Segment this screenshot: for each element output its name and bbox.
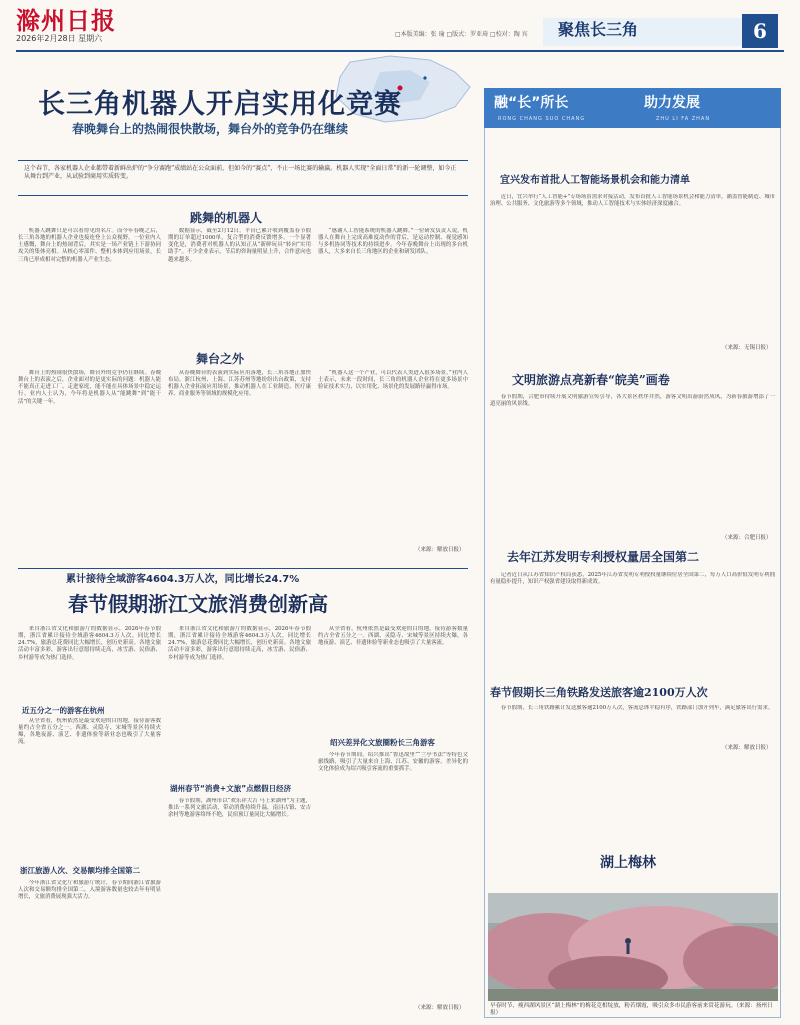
editor-credits: □本版美编：张 瑜 □版式：罗亚琦 □校对：陶 宾 <box>395 31 528 38</box>
r1-body <box>490 194 775 342</box>
story2-rule <box>18 568 468 569</box>
right-banner <box>484 88 781 128</box>
story2-colE-lead <box>318 626 468 728</box>
story2-colC <box>18 880 161 1012</box>
story2-colB <box>18 718 161 858</box>
r2-body-text: 春节假期，合肥市持续开展文明旅游宣传引导，各大景区秩序井然，游客文明出游蔚然成风，为新春旅游增添了一道亮丽的风景线。 <box>490 394 775 408</box>
r2-source: （来源：合肥日报） <box>722 535 772 541</box>
main-subhead: 春晚舞台上的热闹很快散场，舞台外的竞争仍在继续 <box>72 122 349 136</box>
photo-caption <box>490 1003 775 1017</box>
kicker-dancing-robots: 跳舞的机器人 <box>190 211 263 225</box>
story2-pre-title: 累计接待全域游客4604.3万人次，同比增长24.7% <box>66 574 300 585</box>
story2-source: （来源：解放日报） <box>415 1005 465 1011</box>
lead-paragraph: 这个春节，各家机器人企业都带着新鲜出炉的“争分赛跑”成绩站在公众面前，但如今的“赛点”，不止一场比赛的输赢。机器人实现“全面日常”的新一轮调整，如今正从舞台到产业，从试验到商用实质转变。 <box>18 160 468 196</box>
story1-col1 <box>18 228 161 340</box>
r5-title: 湖上梅林 <box>600 855 656 871</box>
story2-colA-text: 来自浙江省文化和旅游厅的数据显示，2026年春节假期，浙江省累计接待全域游客4604.3万人次，同比增长24.7%，旅游总花费同比大幅增长，创历史新高。各地文旅活动丰富多彩，游客出行意愿持续走高，冰雪游、民俗游、乡村游等成为热门选择。 <box>18 626 161 661</box>
story2-colE-text: 今年春节期间，绍兴推出“鲁迅故里”“兰亭书法”等特色文旅线路，吸引了大量来自上海、江苏、安徽的游客。差异化的文化体验成为绍兴吸引客流的重要抓手。 <box>318 752 468 773</box>
r1-source: （来源：无锡日报） <box>722 345 772 351</box>
r4-body <box>490 705 775 745</box>
page-number: 6 <box>742 14 778 48</box>
banner-left-pinyin: RONG CHANG SUO CHANG <box>498 116 586 122</box>
story2-colE <box>318 752 468 1002</box>
story2-sub3: 湖州春节“消费+文旅”点燃假日经济 <box>170 784 292 793</box>
story2-colD-lead <box>168 626 311 776</box>
story2-colE-lead-text: 从全省看，杭州依然是最受欢迎的目的地，接待游客数量约占全省五分之一。西湖、灵隐寺、宋城等景区持续火爆，各地夜游、演艺、非遗体验等新业态也吸引了大量客流。 <box>318 626 468 647</box>
r2-title: 文明旅游点亮新春“皖美”画卷 <box>512 373 670 387</box>
newspaper-name: 滁州日报 <box>16 6 116 35</box>
r2-body <box>490 394 775 536</box>
r3-body <box>490 572 775 676</box>
story1-col5-text: 从春晚舞台的表演到实际应用落地，长三角各地正加快布局。浙江杭州、上海、江苏苏州等地纷纷出台政策，支持机器人企业拓展应用场景，推动机器人在工业制造、医疗康养、商业服务等领域的规模化应用。 <box>168 370 311 398</box>
story2-sub2: 浙江旅游人次、交易额均排全国第二 <box>20 866 140 875</box>
r4-source: （来源：解放日报） <box>722 745 772 751</box>
story1-col3-text: “感谢人工智能系统的机器人跳舞。”一位研发负责人说，机器人在舞台上完成高难度动作的背后，是运动控制、视觉感知与多机协同等技术的持续进步。今年春晚舞台上出现的多台机器人，大多来自长三角地区的企业和研发团队。 <box>318 228 468 256</box>
story2-colC-text: 今年浙江省文化厅和旅游厅统计，春节期间浙江省旅游人次和交易额均排全国第二，入境游客数量也较去年有明显增长，文旅消费展现强大活力。 <box>18 880 161 901</box>
masthead <box>0 0 800 50</box>
story1-col3 <box>318 228 468 340</box>
banner-left-text: 融“长”所长 <box>494 95 569 111</box>
story1-col6 <box>318 370 468 540</box>
story2-colD-lead-text: 来自浙江省文化和旅游厅的数据显示，2026年春节假期，浙江省累计接待全域游客4604.3万人次，同比增长24.7%，旅游总花费同比大幅增长，创历史新高。各地文旅活动丰富多彩，游客出行意愿持续走高，冰雪游、民俗游、乡村游等成为热门选择。 <box>168 626 311 661</box>
story1-col4-text: 舞台上的热闹很快散场，舞台外的竞争仍在继续。春晚舞台上的表演之后，企业面对的是更实际的问题：机器人能不能真正走进工厂、走进家庭，能不能在具体场景中稳定运行。业内人士认为，今年将是机器人从“能跳舞”到“能干活”的关键一年。 <box>18 370 161 405</box>
story1-col2-text: 数据显示，截至2月12日，平台已累计收到覆盖春节假期的订单超过1000单，复合型的消费反馈增多。一个显著变化是，消费者对机器人的认知正从“新鲜玩具”转向“实用助手”。不少企业表示，节后的咨询量明显上升，合作意向也越来越多。 <box>168 228 311 263</box>
r3-body-text: 记者近日从江苏省知识产权局获悉，2025年江苏省发明专利授权量继续位居全国第二，每万人口高价值发明专利拥有量稳步提升，知识产权强省建设取得新成效。 <box>490 572 775 586</box>
r1-title: 宜兴发布首批人工智能场景机会和能力清单 <box>500 175 690 186</box>
story2-sub1: 近五分之一的游客在杭州 <box>22 706 105 715</box>
plum-blossom-photo <box>488 893 778 1001</box>
r4-body-text: 春节假期，长三角铁路累计发送旅客逾2100万人次，客流总体平稳有序，铁路部门加开列车，满足旅客出行需求。 <box>500 705 774 711</box>
r4-title: 春节假期长三角铁路发送旅客逾2100万人次 <box>490 686 708 699</box>
r3-title: 去年江苏发明专利授权量居全国第二 <box>507 550 700 564</box>
main-headline: 长三角机器人开启实用化竞赛 <box>38 89 402 120</box>
issue-date: 2026年2月28日 星期六 <box>16 34 103 43</box>
section-title: 聚焦长三角 <box>558 20 639 39</box>
story2-colA <box>18 626 161 698</box>
kicker-beyond-stage: 舞台之外 <box>196 352 245 366</box>
photo-source: （来源：扬州日报） <box>490 1003 773 1016</box>
banner-right-text: 助力发展 <box>644 95 700 111</box>
photo-caption-text: 早春时节，瘦西湖风景区“湖上梅林”的梅花竞相绽放，粉若烟霞，吸引众多市民游客前来赏花游玩。 <box>490 1003 737 1009</box>
story2-colD-text: 春节假期，湖州市以“欢乐祥大吉 马上来湖州”为主题，推出一系列文旅活动，带动消费持续升温。南浔古镇、安吉余村等地游客络绎不绝，民宿预订量同比大幅增长。 <box>168 798 311 819</box>
story1-source: （来源：解放日报） <box>415 547 465 553</box>
story2-colD <box>168 798 311 1012</box>
r1-body-text: 近日，宜兴举行“人工智能+”专场场景需求对接活动，发布首批人工智能场景机会和能力清单，涵盖智能制造、城市治理、公共服务、文化旅游等多个领域，推动人工智能技术与实体经济深度融合。 <box>490 194 775 208</box>
story2-sub4: 绍兴差异化文旅圈粉长三角游客 <box>330 738 435 747</box>
story2-title: 春节假期浙江文旅消费创新高 <box>68 592 328 616</box>
story1-col1-text: 机器人跳舞只是可以看得见的名片。而今年春晚之后，长三角各地的机器人企业也接连登上公众视野。一位业内人士感慨，舞台上的热闹背后，其实是一场产业链上下游协同攻关的集体亮相。从核心零部件、整机本体到应用场景，长三角已形成相对完整的机器人产业生态。 <box>18 228 161 263</box>
story1-col6-text: “机器人这一个产业，可以代表人类进入很多场景。”业内人士表示，未来一段时间，长三角的机器人企业将在更多场景中验证技术实力，以实用化、场景化的发展路径赢得市场。 <box>318 370 468 391</box>
story1-col4 <box>18 370 161 562</box>
banner-right-pinyin: ZHU LI FA ZHAN <box>656 116 711 122</box>
story1-col5 <box>168 370 311 562</box>
story1-col2 <box>168 228 311 340</box>
story2-colB-text: 从全省看，杭州依然是最受欢迎的目的地，接待游客数量约占全省五分之一。西湖、灵隐寺、宋城等景区持续火爆，各地夜游、演艺、非遗体验等新业态也吸引了大量客流。 <box>18 718 161 746</box>
